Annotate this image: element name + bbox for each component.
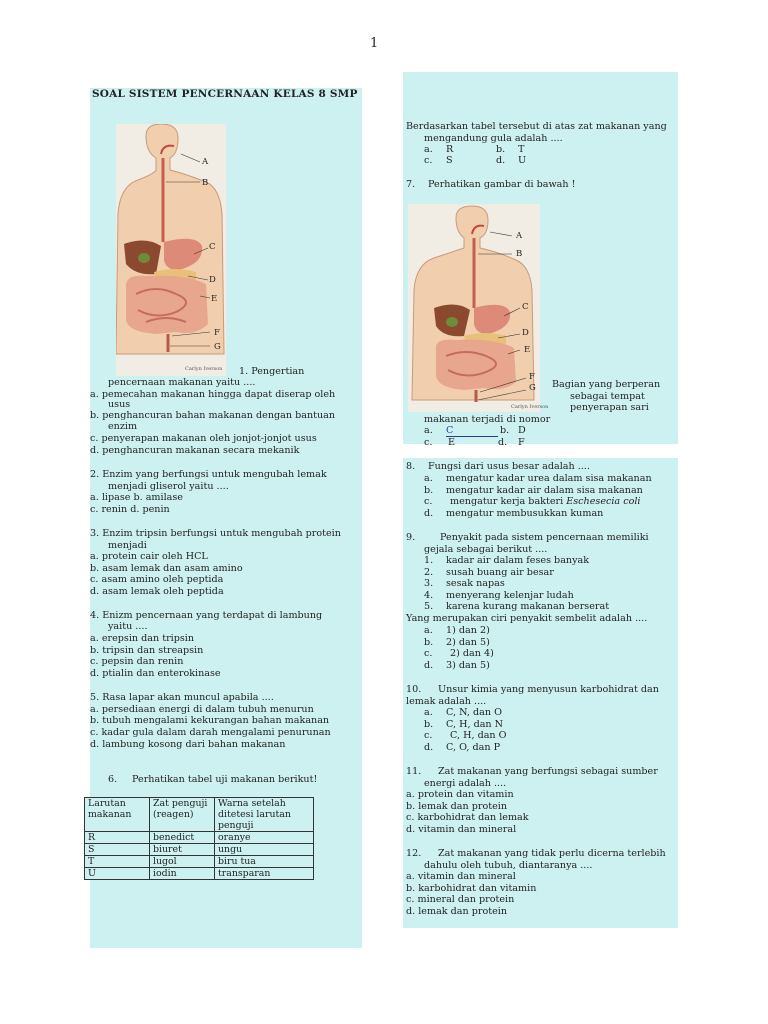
q9-item-3: sesak napas <box>446 578 505 589</box>
q8-val-b: mengatur kadar air dalam sisa makanan <box>446 485 643 496</box>
q1-option-b: b. penghancuran bahan makanan dengan bantuan <box>90 410 336 421</box>
q4-text: 4. Enizm pencernaan yang terdapat di lambung <box>90 610 323 621</box>
q5-text: 5. Rasa lapar akan muncul apabila .... <box>90 692 274 703</box>
q3-option-c: c. asam amino oleh peptida <box>90 574 224 585</box>
q10-val-d: C, O, dan P <box>446 742 501 753</box>
q12-text-cont: dahulu oleh tubuh, diantaranya .... <box>424 860 593 871</box>
table-cell: lugol <box>150 856 215 868</box>
q9-item-5: karena kurang makanan berserat <box>446 601 610 612</box>
q11-option-c: c. karbohidrat dan lemak <box>406 812 529 823</box>
column-gap <box>403 444 678 458</box>
q6b-val-c: S <box>446 155 453 166</box>
figure2-caption: Carlyn Iverson <box>511 404 549 410</box>
q7-val-d: F <box>518 437 525 448</box>
q9-opt-d: d. <box>424 660 434 671</box>
q4-text-cont: yaitu .... <box>108 621 148 632</box>
q1-option-c: c. penyerapan makanan oleh jonjot-jonjot usus <box>90 433 317 444</box>
figure2-label-c: C <box>522 302 529 312</box>
q7-opt-c: c. <box>424 437 433 448</box>
q10-opt-b: b. <box>424 719 434 730</box>
table-header-cell: Warna setelah ditetesi larutan penguji <box>215 798 314 832</box>
q9-item-1: kadar air dalam feses banyak <box>446 555 590 566</box>
table-cell: S <box>85 844 150 856</box>
q5-option-a: a. persediaan energi di dalam tubuh menurun <box>90 704 314 715</box>
q7-text-cont: makanan terjadi di nomor <box>424 414 551 425</box>
q9-item-4: menyerang kelenjar ludah <box>446 590 574 601</box>
table-cell: T <box>85 856 150 868</box>
q12-number: 12. <box>406 848 422 859</box>
q9-val-a: 1) dan 2) <box>446 625 490 636</box>
q8-opt-d: d. <box>424 508 434 519</box>
q2-text-cont: menjadi gliserol yaitu .... <box>108 481 229 492</box>
q8-opt-c: c. <box>424 496 433 507</box>
q8-val-c <box>450 496 641 508</box>
q9-val-c: 2) dan 4) <box>450 648 494 659</box>
q1-option-a-cont: usus <box>108 399 131 410</box>
q9-item-2-num: 2. <box>424 567 434 578</box>
q9-opt-b: b. <box>424 637 434 648</box>
q9-number: 9. <box>406 532 416 543</box>
q8-val-a: mengatur kadar urea dalam sisa makanan <box>446 473 652 484</box>
figure1-label-g: G <box>214 342 221 352</box>
q6b-val-a: R <box>446 144 454 155</box>
q6b-opt-a: a. <box>424 144 433 155</box>
q3-text: 3. Enzim tripsin berfungsi untuk mengubah protein <box>90 528 341 539</box>
page-number: 1 <box>370 36 379 51</box>
q1-text: pencernaan makanan yaitu .... <box>108 377 256 388</box>
table-row <box>85 868 314 880</box>
table-header-cell: Larutan makanan <box>85 798 150 832</box>
q11-option-b: b. lemak dan protein <box>406 801 508 812</box>
q10-val-b: C, H, dan N <box>446 719 504 730</box>
q6b-opt-d: d. <box>496 155 506 166</box>
table-header-cell: Zat penguji (reagen) <box>150 798 215 832</box>
q6-number: 6. <box>108 774 118 785</box>
figure1-label-c: C <box>209 242 216 252</box>
table-header-row <box>85 798 314 832</box>
q10-opt-c: c. <box>424 730 433 741</box>
figure1-label-d: D <box>209 275 216 285</box>
figure2-label-g: G <box>529 383 536 393</box>
page-title: SOAL SISTEM PENCERNAAN KELAS 8 SMP <box>92 88 358 100</box>
q9-item-5-num: 5. <box>424 601 434 612</box>
q6b-text: Berdasarkan tabel tersebut di atas zat makanan yang <box>406 121 667 132</box>
table-cell: U <box>85 868 150 880</box>
q11-option-a: a. protein dan vitamin <box>406 789 514 800</box>
q12-option-a: a. vitamin dan mineral <box>406 871 516 882</box>
q9-item-2: susah buang air besar <box>446 567 554 578</box>
table-row <box>85 856 314 868</box>
q5-option-c: c. kadar gula dalam darah mengalami penurunan <box>90 727 331 738</box>
table-cell: iodin <box>150 868 215 880</box>
q3-text-cont: menjadi <box>108 540 147 551</box>
q12-option-d: d. lemak dan protein <box>406 906 508 917</box>
q8-number: 8. <box>406 461 416 472</box>
table-cell: biru tua <box>215 856 314 868</box>
q6b-opt-c: c. <box>424 155 433 166</box>
q9-item-3-num: 3. <box>424 578 434 589</box>
figure2-label-a: A <box>516 231 523 241</box>
q12-option-b: b. karbohidrat dan vitamin <box>406 883 537 894</box>
table-cell: biuret <box>150 844 215 856</box>
q1-option-d: d. penghancuran makanan secara mekanik <box>90 445 300 456</box>
q7-opt-a: a. <box>424 425 433 436</box>
q4-option-d: d. ptialin dan enterokinase <box>90 668 221 679</box>
q8-val-c-text: mengatur kerja bakteri <box>450 496 564 507</box>
q7-val-a: C <box>446 425 454 436</box>
q11-option-d: d. vitamin dan mineral <box>406 824 517 835</box>
q3-option-d: d. asam lemak oleh peptida <box>90 586 224 597</box>
q7-number: 7. <box>406 179 416 190</box>
q2-options-cd: c. renin d. penin <box>90 504 170 515</box>
q8-opt-b: b. <box>424 485 434 496</box>
q3-option-a: a. protein cair oleh HCL <box>90 551 208 562</box>
q5-option-b: b. tubuh mengalami kekurangan bahan makanan <box>90 715 330 726</box>
q8-val-d: mengatur membusukkan kuman <box>446 508 604 519</box>
q10-val-a: C, N, dan O <box>446 707 502 718</box>
q1-option-b-cont: enzim <box>108 421 138 432</box>
figure1-label-b: B <box>202 178 209 188</box>
q4-option-a: a. erepsin dan tripsin <box>90 633 195 644</box>
q8-bacteria-name: Eschesecia coli <box>566 496 641 507</box>
q1-number: 1. Pengertian <box>239 366 305 377</box>
q5-option-d: d. lambung kosong dari bahan makanan <box>90 739 286 750</box>
figure2-label-b: B <box>516 249 523 259</box>
q10-text-cont: lemak adalah .... <box>406 696 487 707</box>
q10-text: Unsur kimia yang menyusun karbohidrat dan <box>438 684 659 695</box>
q6b-val-d: U <box>518 155 527 166</box>
table-cell: oranye <box>215 832 314 844</box>
q7-opt-b: b. <box>500 425 510 436</box>
q9-opt-a: a. <box>424 625 433 636</box>
q10-opt-d: d. <box>424 742 434 753</box>
q9-val-b: 2) dan 5) <box>446 637 490 648</box>
q7-val-b: D <box>518 425 526 436</box>
q3-option-b: b. asam lemak dan asam amino <box>90 563 243 574</box>
q6-text: Perhatikan tabel uji makanan berikut! <box>132 774 318 785</box>
q6b-opt-b: b. <box>496 144 506 155</box>
q10-opt-a: a. <box>424 707 433 718</box>
q9-item-4-num: 4. <box>424 590 434 601</box>
q7-text: Perhatikan gambar di bawah ! <box>428 179 576 190</box>
figure1-caption: Carlyn Iverson <box>185 366 223 372</box>
figure1-label-f: F <box>214 328 220 338</box>
q12-option-c: c. mineral dan protein <box>406 894 515 905</box>
q11-text: Zat makanan yang berfungsi sebagai sumber <box>438 766 658 777</box>
q1-option-a: a. pemecahan makanan hingga dapat diserap oleh <box>90 389 336 400</box>
table-row <box>85 844 314 856</box>
table-cell: ungu <box>215 844 314 856</box>
figure2-label-e: E <box>524 345 531 355</box>
q11-text-cont: energi adalah .... <box>424 778 507 789</box>
q9-text: Penyakit pada sistem pencernaan memiliki <box>440 532 649 543</box>
q6b-val-b: T <box>518 144 525 155</box>
q7-side-text-1: Bagian yang berperan <box>552 379 661 390</box>
q4-option-c: c. pepsin dan renin <box>90 656 184 667</box>
food-test-table <box>84 797 314 880</box>
q9-opt-c: c. <box>424 648 433 659</box>
q6b-text-cont: mengandung gula adalah .... <box>424 133 563 144</box>
q8-opt-a: a. <box>424 473 433 484</box>
q9-val-d: 3) dan 5) <box>446 660 490 671</box>
table-cell: R <box>85 832 150 844</box>
table-cell: benedict <box>150 832 215 844</box>
q9-text-cont: gejala sebagai berikut .... <box>424 544 548 555</box>
q9-item-1-num: 1. <box>424 555 434 566</box>
q11-number: 11. <box>406 766 422 777</box>
figure2-label-d: D <box>522 328 529 338</box>
q9-question: Yang merupakan ciri penyakit sembelit adalah .... <box>406 613 648 624</box>
q10-val-c: C, H, dan O <box>450 730 507 741</box>
table-row <box>85 832 314 844</box>
table-cell: transparan <box>215 868 314 880</box>
q2-text: 2. Enzim yang berfungsi untuk mengubah lemak <box>90 469 327 480</box>
q12-text: Zat makanan yang tidak perlu dicerna terlebih <box>438 848 666 859</box>
figure1-label-a: A <box>202 157 209 167</box>
q8-text: Fungsi dari usus besar adalah .... <box>428 461 590 472</box>
q10-number: 10. <box>406 684 422 695</box>
q2-options-ab: a. lipase b. amilase <box>90 492 183 503</box>
q7-side-text-3: penyerapan sari <box>570 402 649 413</box>
q4-option-b: b. tripsin dan streapsin <box>90 645 204 656</box>
q7-val-c: E <box>448 437 456 448</box>
q7-side-text-2: sebagai tempat <box>570 391 645 402</box>
figure2-label-f: F <box>529 372 535 382</box>
q7-opt-d: d. <box>498 437 508 448</box>
figure1-label-e: E <box>211 294 218 304</box>
